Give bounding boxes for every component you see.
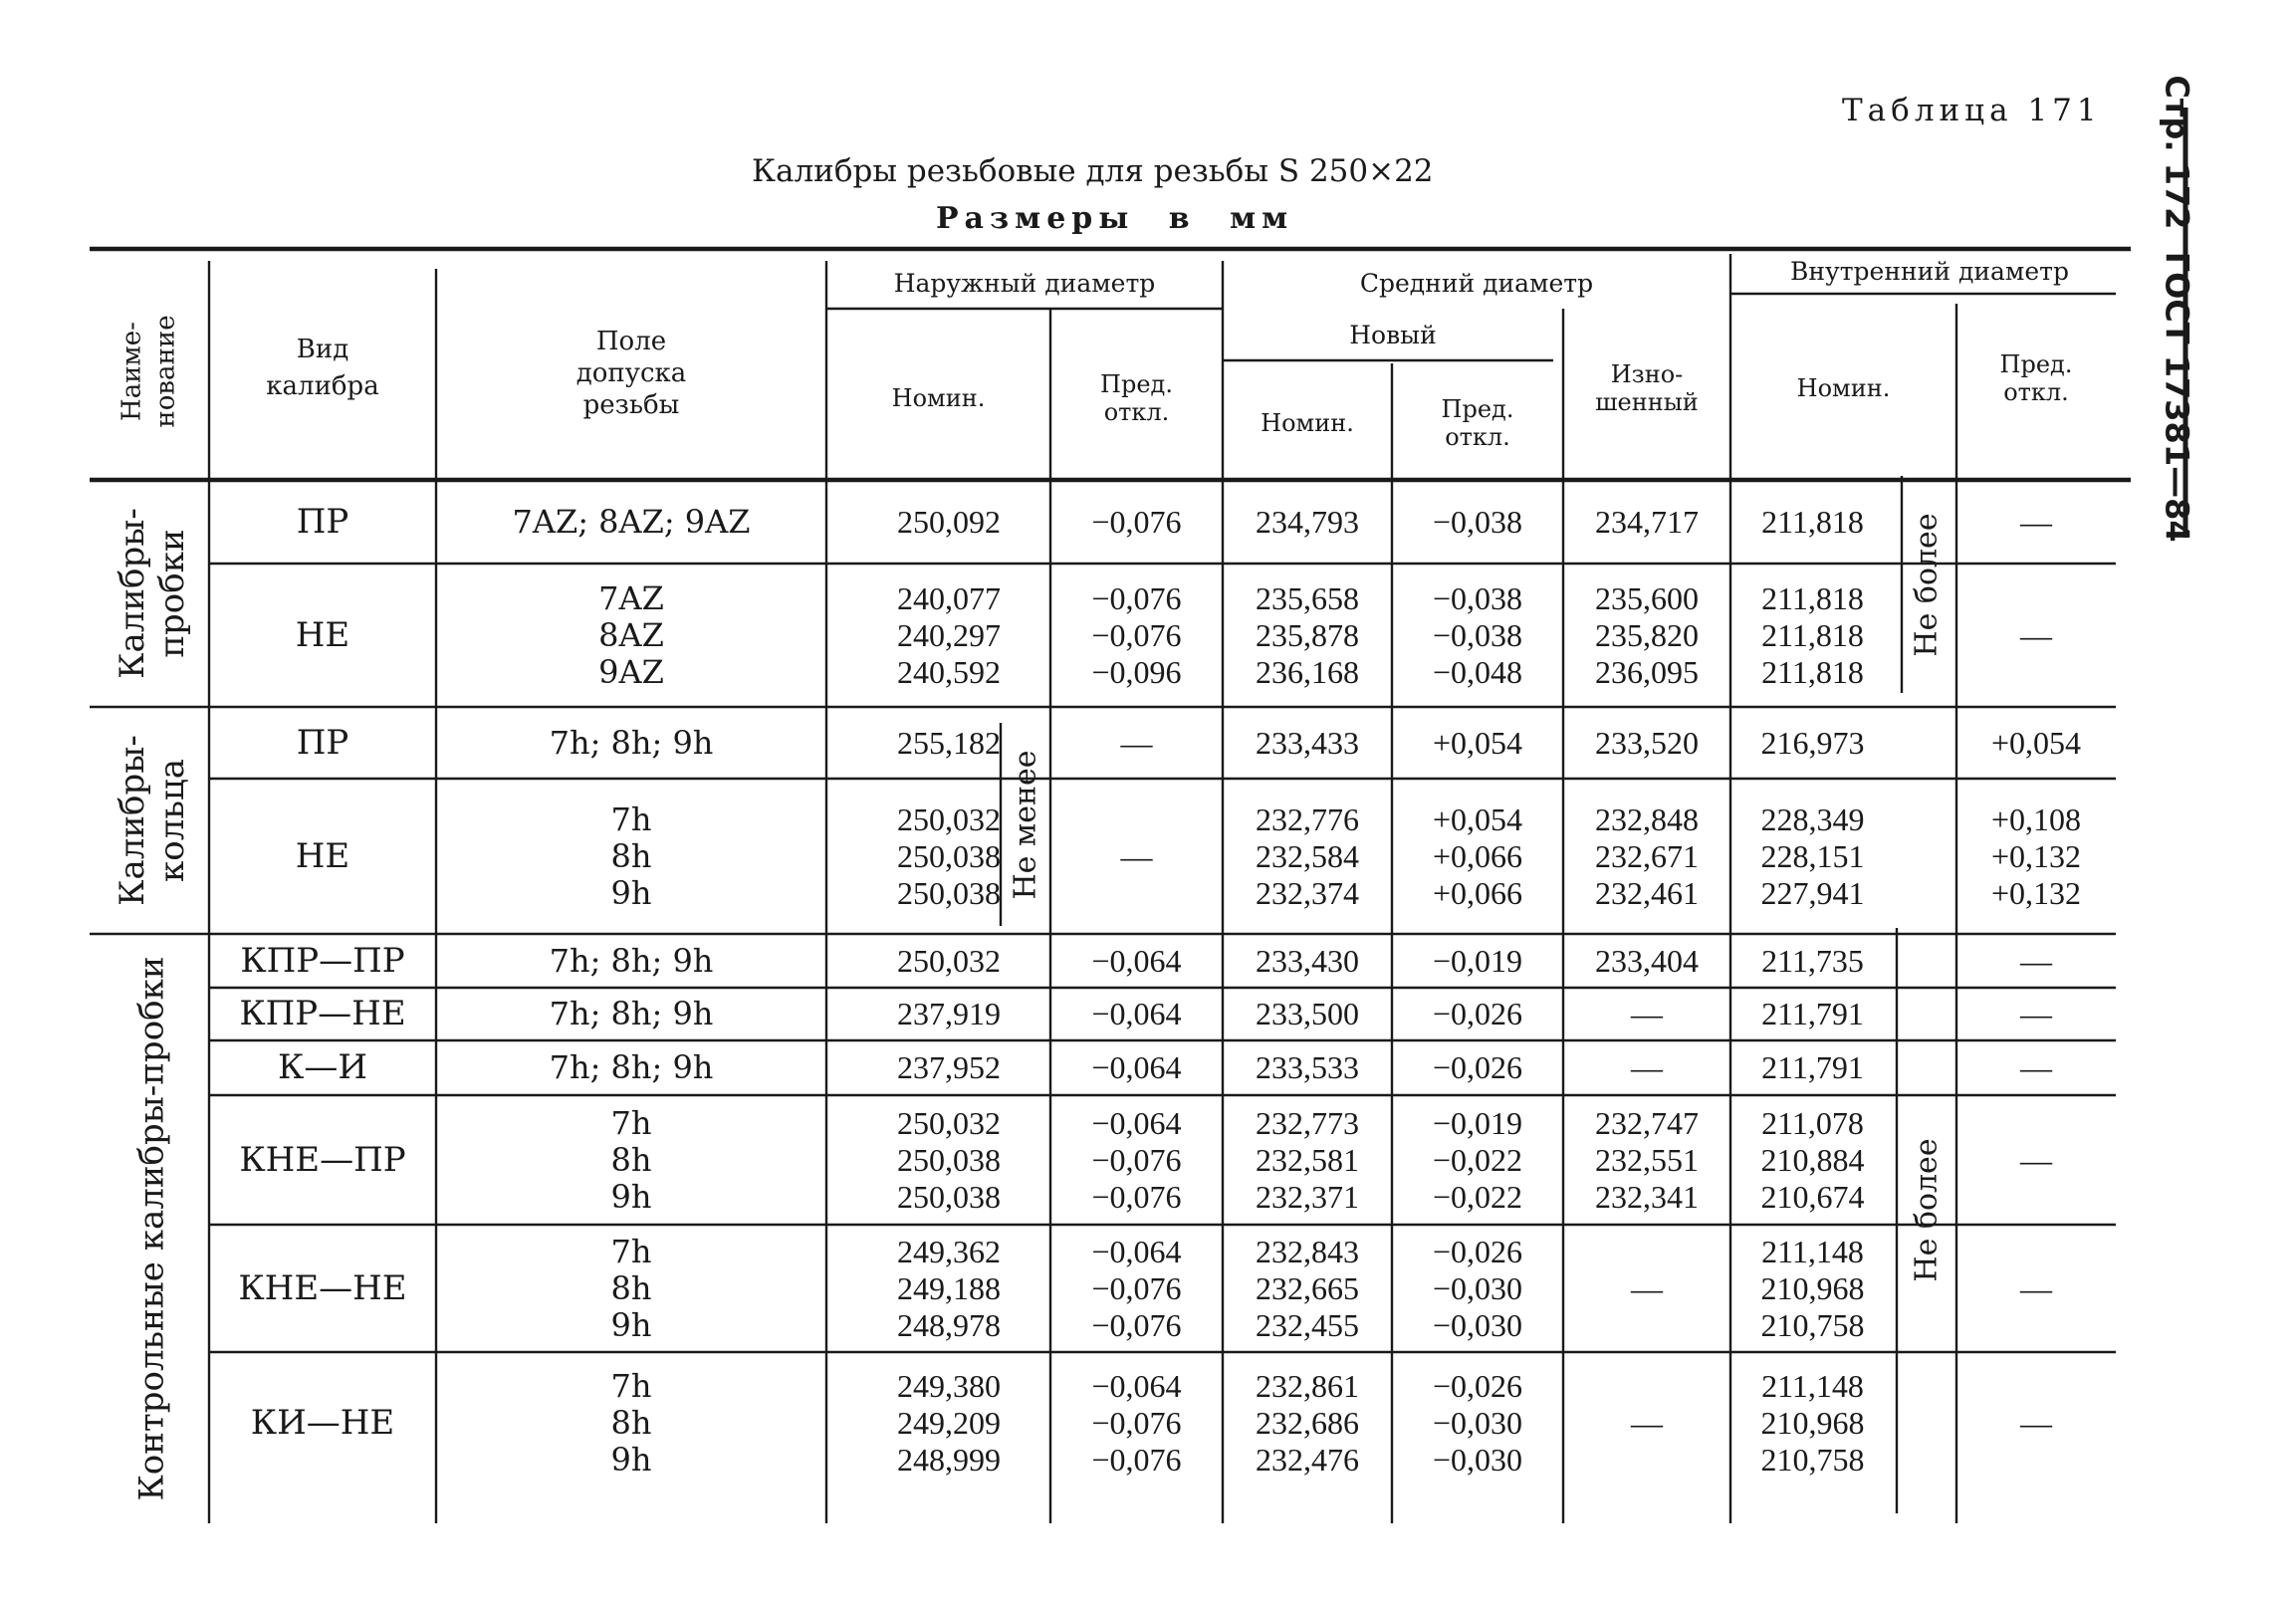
cell-line: —: [1631, 1049, 1663, 1085]
cell-in-nom: [1730, 1040, 1895, 1095]
header-mean-diameter: Средний диаметр: [1359, 268, 1594, 298]
cell-line: −0,026: [1432, 1367, 1523, 1404]
cell-line: −0,064: [1091, 1104, 1182, 1141]
cell-in-nom: [1730, 480, 1895, 564]
cell-line: —: [2020, 942, 2052, 979]
cell-line: 232,455: [1256, 1306, 1359, 1343]
cell-in-dev: [1956, 779, 2116, 934]
cell-line: −0,096: [1091, 653, 1182, 690]
cell-line: 7h: [610, 799, 652, 838]
cell-line: −0,038: [1432, 579, 1523, 616]
cell-worn: [1563, 988, 1730, 1040]
cell-line: 250,092: [897, 503, 1001, 540]
cell-line: 232,371: [1256, 1178, 1359, 1215]
cell-line: 211,818: [1761, 503, 1864, 540]
note-not-less-rings: Не менее: [1008, 749, 1043, 900]
cell-line: −0,048: [1432, 653, 1523, 690]
header-name: Наиме- нование: [117, 314, 182, 428]
group-plugs: Калибры- пробки: [112, 508, 192, 679]
cell-line: 249,362: [897, 1233, 1001, 1269]
cell-line: 8h: [610, 1403, 652, 1442]
cell-line: +0,132: [1990, 874, 2082, 911]
cell-tol: [436, 480, 826, 564]
cell-mean-dev: [1392, 1095, 1563, 1225]
cell-line: +0,054: [1432, 800, 1523, 837]
cell-line: 8AZ: [598, 615, 664, 654]
cell-line: 210,968: [1760, 1269, 1865, 1306]
cell-line: −0,064: [1091, 996, 1182, 1031]
cell-line: 211,735: [1761, 942, 1864, 979]
cell-mean-dev: [1392, 1040, 1563, 1095]
cell-line: 232,341: [1595, 1178, 1699, 1215]
cell-worn: [1563, 1040, 1730, 1095]
cell-out-dev: [1050, 779, 1223, 934]
header-inner-nom: Номин.: [1796, 374, 1891, 402]
cell-in-nom: [1730, 564, 1895, 707]
cell-line: КПР—ПР: [240, 940, 405, 981]
cell-line: −0,076: [1091, 503, 1182, 540]
cell-line: 232,747: [1595, 1104, 1699, 1141]
cell-out-dev: [1050, 1225, 1223, 1352]
cell-line: —: [2020, 616, 2052, 653]
cell-mean-nom: [1223, 564, 1392, 707]
cell-line: —: [1631, 1404, 1663, 1441]
cell-line: −0,026: [1432, 1233, 1523, 1269]
cell-line: 7h; 8h; 9h: [549, 941, 714, 980]
cell-worn: [1563, 779, 1730, 934]
cell-in-dev: [1956, 1352, 2116, 1493]
cell-line: 250,032: [897, 942, 1001, 979]
cell-worn: [1563, 707, 1730, 779]
cell-line: −0,064: [1091, 1367, 1182, 1404]
cell-line: 211,818: [1761, 579, 1864, 616]
cell-line: 250,038: [897, 1141, 1001, 1178]
cell-tol: [436, 564, 826, 707]
cell-line: КНЕ—НЕ: [238, 1267, 407, 1308]
cell-mean-nom: [1223, 988, 1392, 1040]
cell-line: —: [2020, 1049, 2052, 1085]
cell-line: 210,758: [1760, 1441, 1865, 1478]
standard-number: ГОСТ 17381—84: [2159, 251, 2196, 543]
cell-line: 235,600: [1595, 579, 1699, 616]
table-subtitle: Размеры в мм: [936, 201, 1294, 236]
cell-mean-nom: [1223, 1095, 1392, 1225]
cell-mean-dev: [1392, 480, 1563, 564]
cell-in-dev: [1956, 564, 2116, 707]
cell-type: [209, 480, 436, 564]
cell-line: 7h; 8h; 9h: [549, 1048, 714, 1086]
cell-tol: [436, 1095, 826, 1225]
cell-line: +0,054: [1432, 724, 1523, 761]
cell-line: —: [1120, 724, 1153, 761]
cell-in-dev: [1956, 988, 2116, 1040]
cell-line: 9h: [610, 873, 652, 912]
cell-line: −0,030: [1432, 1441, 1523, 1478]
cell-out-nom: [826, 1040, 1001, 1095]
header-mean-dev: Пред. откл.: [1441, 395, 1514, 451]
group-control-plugs: Контрольные калибры-пробки: [131, 956, 172, 1501]
cell-line: 7h; 8h; 9h: [549, 995, 714, 1032]
cell-type: [209, 564, 436, 707]
cell-line: 232,843: [1256, 1233, 1359, 1269]
cell-line: 232,861: [1256, 1367, 1359, 1404]
cell-tol: [436, 779, 826, 934]
cell-worn: [1563, 1095, 1730, 1225]
cell-line: −0,026: [1432, 996, 1523, 1031]
cell-line: 236,095: [1595, 653, 1699, 690]
cell-line: −0,022: [1432, 1141, 1523, 1178]
cell-out-dev: [1050, 564, 1223, 707]
cell-line: 211,148: [1761, 1367, 1864, 1404]
cell-line: 232,665: [1256, 1269, 1359, 1306]
cell-line: 250,038: [897, 837, 1001, 874]
header-mean-nom: Номин.: [1261, 409, 1354, 437]
cell-line: −0,076: [1091, 579, 1182, 616]
cell-line: −0,076: [1091, 1441, 1182, 1478]
header-new: Новый: [1349, 320, 1437, 349]
cell-mean-nom: [1223, 480, 1392, 564]
cell-line: 210,674: [1760, 1178, 1865, 1215]
cell-tol: [436, 1040, 826, 1095]
cell-line: 232,551: [1595, 1141, 1699, 1178]
note-not-more-plugs: Не более: [1909, 512, 1945, 657]
cell-line: 235,878: [1256, 616, 1359, 653]
cell-line: 250,038: [897, 874, 1001, 911]
cell-line: 232,584: [1256, 837, 1359, 874]
cell-line: −0,030: [1432, 1306, 1523, 1343]
cell-line: 233,404: [1595, 942, 1699, 979]
header-inner-diameter: Внутренний диаметр: [1789, 257, 2069, 286]
cell-line: −0,019: [1432, 1104, 1523, 1141]
cell-in-nom: [1730, 934, 1895, 988]
cell-worn: [1563, 480, 1730, 564]
cell-line: —: [2020, 1269, 2052, 1306]
cell-line: −0,030: [1432, 1269, 1523, 1306]
cell-type: [209, 1352, 436, 1493]
cell-line: 211,791: [1761, 996, 1864, 1031]
cell-line: КИ—НЕ: [250, 1402, 395, 1443]
cell-line: 250,038: [897, 1178, 1001, 1215]
cell-line: 249,380: [897, 1367, 1001, 1404]
group-rings: Калибры- кольца: [112, 735, 192, 906]
cell-line: —: [2020, 1141, 2052, 1178]
cell-line: 7h: [610, 1366, 652, 1405]
cell-line: 248,978: [897, 1306, 1001, 1343]
header-tolerance: Поле допуска резьбы: [575, 327, 687, 420]
cell-tol: [436, 1225, 826, 1352]
cell-line: 7AZ; 8AZ; 9AZ: [512, 502, 751, 541]
cell-line: 232,671: [1595, 837, 1699, 874]
cell-line: КНЕ—ПР: [239, 1139, 406, 1180]
cell-in-dev: [1956, 480, 2116, 564]
header-outer-diameter: Наружный диаметр: [893, 268, 1156, 298]
cell-line: −0,064: [1091, 1233, 1182, 1269]
cell-in-dev: [1956, 1095, 2116, 1225]
cell-line: +0,066: [1432, 837, 1523, 874]
cell-line: 236,168: [1256, 653, 1359, 690]
cell-line: −0,038: [1432, 503, 1523, 540]
cell-line: 7h: [610, 1103, 652, 1142]
cell-worn: [1563, 1352, 1730, 1493]
cell-worn: [1563, 934, 1730, 988]
cell-mean-nom: [1223, 1352, 1392, 1493]
cell-line: 7h; 8h; 9h: [549, 723, 714, 762]
cell-line: 240,297: [897, 616, 1001, 653]
header-outer-dev: Пред. откл.: [1100, 370, 1173, 426]
cell-line: 227,941: [1760, 874, 1865, 911]
cell-line: 210,884: [1760, 1141, 1865, 1178]
cell-line: 216,973: [1760, 724, 1865, 761]
cell-line: −0,064: [1091, 1049, 1182, 1085]
cell-line: 237,919: [897, 996, 1001, 1031]
cell-line: КПР—НЕ: [239, 994, 406, 1033]
cell-tol: [436, 1352, 826, 1493]
header-gauge-type: Вид калибра: [266, 335, 379, 401]
cell-line: 9AZ: [598, 652, 664, 691]
cell-line: 211,148: [1761, 1233, 1864, 1269]
cell-out-dev: [1050, 707, 1223, 779]
cell-line: −0,076: [1091, 1404, 1182, 1441]
cell-line: −0,026: [1432, 1049, 1523, 1085]
cell-out-nom: [826, 779, 1001, 934]
header-outer-nom: Номин.: [891, 384, 986, 412]
cell-line: 232,773: [1256, 1104, 1359, 1141]
cell-out-dev: [1050, 480, 1223, 564]
cell-line: НЕ: [295, 835, 350, 876]
cell-out-nom: [826, 1352, 1001, 1493]
cell-line: −0,076: [1091, 1306, 1182, 1343]
cell-out-dev: [1050, 934, 1223, 988]
cell-mean-dev: [1392, 779, 1563, 934]
cell-line: 210,758: [1760, 1306, 1865, 1343]
cell-line: —: [1631, 996, 1663, 1031]
cell-line: 234,793: [1256, 503, 1359, 540]
cell-line: 232,476: [1256, 1441, 1359, 1478]
cell-line: 249,209: [897, 1404, 1001, 1441]
cell-mean-nom: [1223, 1040, 1392, 1095]
cell-type: [209, 779, 436, 934]
cell-line: 232,686: [1256, 1404, 1359, 1441]
note-not-more-control: Не более: [1909, 1137, 1945, 1282]
cell-line: +0,132: [1990, 837, 2082, 874]
cell-line: −0,076: [1091, 1269, 1182, 1306]
cell-line: 228,349: [1760, 800, 1865, 837]
cell-tol: [436, 707, 826, 779]
cell-out-dev: [1050, 1040, 1223, 1095]
cell-line: −0,030: [1432, 1404, 1523, 1441]
cell-in-nom: [1730, 988, 1895, 1040]
cell-line: 211,791: [1761, 1049, 1864, 1085]
cell-worn: [1563, 1225, 1730, 1352]
cell-out-nom: [826, 480, 1001, 564]
header-worn: Изно- шенный: [1595, 360, 1699, 416]
cell-tol: [436, 934, 826, 988]
cell-mean-nom: [1223, 707, 1392, 779]
cell-out-dev: [1050, 1095, 1223, 1225]
cell-line: 232,848: [1595, 800, 1699, 837]
cell-line: 233,500: [1256, 996, 1359, 1031]
cell-line: −0,076: [1091, 1178, 1182, 1215]
cell-mean-nom: [1223, 779, 1392, 934]
cell-in-nom: [1730, 779, 1895, 934]
cell-in-dev: [1956, 1225, 2116, 1352]
cell-out-nom: [826, 934, 1001, 988]
cell-line: 233,520: [1595, 724, 1699, 761]
cell-line: 9h: [610, 1440, 652, 1479]
cell-line: 235,658: [1256, 579, 1359, 616]
cell-line: 233,433: [1256, 724, 1359, 761]
header-inner-dev: Пред. откл.: [1999, 350, 2073, 406]
cell-type: [209, 1225, 436, 1352]
cell-line: —: [2020, 503, 2052, 540]
cell-line: +0,108: [1990, 800, 2082, 837]
cell-type: [209, 988, 436, 1040]
cell-out-nom: [826, 564, 1001, 707]
cell-out-dev: [1050, 988, 1223, 1040]
cell-line: 8h: [610, 836, 652, 875]
cell-in-nom: [1730, 1225, 1895, 1352]
cell-in-dev: [1956, 934, 2116, 988]
table-label: Таблица 171: [1842, 93, 2102, 128]
cell-in-dev: [1956, 1040, 2116, 1095]
cell-line: 9h: [610, 1305, 652, 1344]
cell-line: ПР: [296, 722, 349, 763]
cell-line: 248,999: [897, 1441, 1001, 1478]
cell-line: —: [2020, 996, 2052, 1031]
cell-type: [209, 707, 436, 779]
cell-line: 7h: [610, 1232, 652, 1270]
cell-line: 211,818: [1761, 616, 1864, 653]
cell-line: 234,717: [1595, 503, 1699, 540]
cell-out-nom: [826, 1095, 1001, 1225]
cell-worn: [1563, 564, 1730, 707]
cell-line: 232,461: [1595, 874, 1699, 911]
page-number: Стр. 172: [2159, 75, 2196, 230]
cell-line: 249,188: [897, 1269, 1001, 1306]
cell-line: —: [1120, 837, 1153, 874]
cell-mean-dev: [1392, 564, 1563, 707]
cell-line: 9h: [610, 1177, 652, 1216]
cell-line: 233,533: [1256, 1049, 1359, 1085]
cell-line: 233,430: [1256, 942, 1359, 979]
cell-line: +0,066: [1432, 874, 1523, 911]
cell-line: −0,022: [1432, 1178, 1523, 1215]
cell-mean-dev: [1392, 988, 1563, 1040]
cell-line: 255,182: [897, 724, 1001, 761]
cell-in-dev: [1956, 707, 2116, 779]
cell-line: —: [1631, 1269, 1663, 1306]
cell-out-dev: [1050, 1352, 1223, 1493]
cell-line: −0,076: [1091, 616, 1182, 653]
cell-line: 250,032: [897, 800, 1001, 837]
cell-in-nom: [1730, 707, 1895, 779]
cell-mean-dev: [1392, 1225, 1563, 1352]
cell-line: К—И: [278, 1047, 367, 1087]
cell-line: −0,038: [1432, 616, 1523, 653]
cell-mean-dev: [1392, 1352, 1563, 1493]
cell-line: 232,581: [1256, 1141, 1359, 1178]
cell-mean-nom: [1223, 934, 1392, 988]
cell-line: 232,776: [1256, 800, 1359, 837]
cell-mean-dev: [1392, 707, 1563, 779]
cell-line: 8h: [610, 1268, 652, 1307]
cell-line: НЕ: [295, 614, 350, 655]
cell-out-nom: [826, 988, 1001, 1040]
cell-line: 7AZ: [598, 578, 664, 617]
cell-in-nom: [1730, 1095, 1895, 1225]
table-title: Калибры резьбовые для резьбы S 250×22: [752, 153, 1434, 189]
cell-type: [209, 1095, 436, 1225]
cell-type: [209, 1040, 436, 1095]
cell-out-nom: [826, 707, 1001, 779]
cell-type: [209, 934, 436, 988]
cell-line: 232,374: [1256, 874, 1359, 911]
cell-line: —: [2020, 1404, 2052, 1441]
cell-tol: [436, 988, 826, 1040]
cell-line: 8h: [610, 1140, 652, 1179]
cell-line: 237,952: [897, 1049, 1001, 1085]
cell-line: 235,820: [1595, 616, 1699, 653]
cell-line: −0,064: [1091, 942, 1182, 979]
cell-line: −0,076: [1091, 1141, 1182, 1178]
cell-line: 250,032: [897, 1104, 1001, 1141]
cell-line: 210,968: [1760, 1404, 1865, 1441]
cell-line: 240,592: [897, 653, 1001, 690]
cell-line: 228,151: [1760, 837, 1865, 874]
cell-line: +0,054: [1990, 724, 2082, 761]
cell-line: ПР: [296, 501, 349, 542]
cell-line: 211,818: [1761, 653, 1864, 690]
cell-line: 211,078: [1761, 1104, 1864, 1141]
cell-line: 240,077: [897, 579, 1001, 616]
cell-in-nom: [1730, 1352, 1895, 1493]
cell-mean-dev: [1392, 934, 1563, 988]
cell-line: −0,019: [1432, 942, 1523, 979]
cell-out-nom: [826, 1225, 1001, 1352]
cell-mean-nom: [1223, 1225, 1392, 1352]
